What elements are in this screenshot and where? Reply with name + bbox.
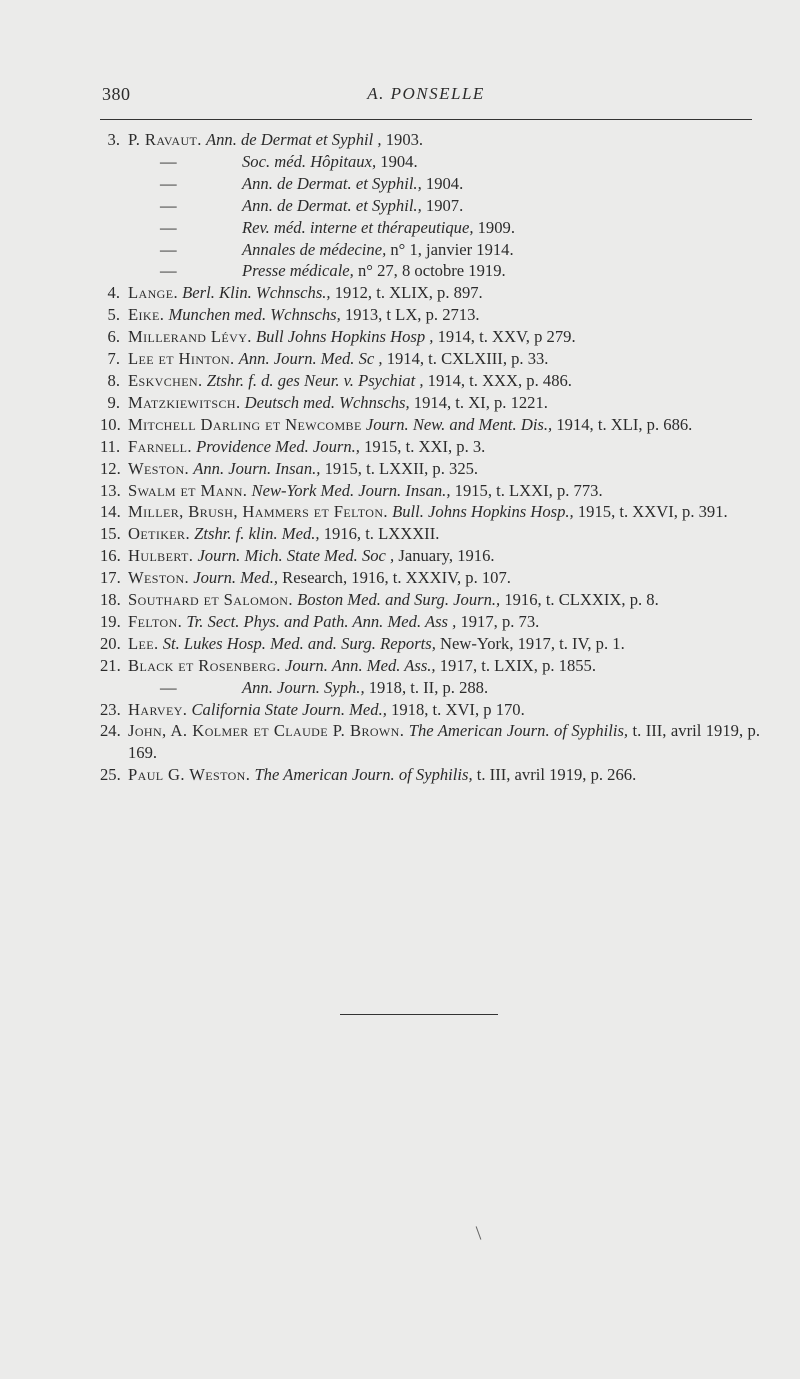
reference-entry bbox=[100, 655, 760, 677]
reference-continuation bbox=[100, 151, 760, 173]
reference-work: Ann. de Dermat. et Syphil., bbox=[242, 195, 422, 215]
ditto-dash: — bbox=[160, 677, 177, 697]
reference-number: 3. bbox=[107, 130, 120, 149]
reference-work: Boston Med. and Surg. Journ., bbox=[297, 590, 501, 610]
reference-text bbox=[120, 392, 760, 414]
running-head: A. PONSELLE bbox=[367, 84, 485, 103]
reference-continuation bbox=[100, 173, 760, 195]
reference-text bbox=[120, 764, 760, 786]
reference-entry bbox=[100, 282, 760, 304]
reference-details: 1915, t. XXVI, p. 391. bbox=[577, 502, 728, 522]
reference-author: Hulbert. bbox=[128, 546, 194, 566]
ditto-dash: — bbox=[160, 239, 177, 259]
reference-work: Journ. Med., bbox=[193, 568, 279, 588]
reference-continuation bbox=[100, 195, 760, 217]
reference-author: John, A. Kolmer et Claude P. Brown. bbox=[128, 721, 405, 741]
reference-number: 11. bbox=[100, 436, 121, 456]
reference-details: 1907. bbox=[425, 195, 464, 215]
reference-work: Presse médicale, bbox=[242, 261, 354, 281]
reference-work: Ztshr. f. d. ges Neur. v. Psychiat , bbox=[206, 370, 424, 390]
reference-entry bbox=[100, 523, 760, 545]
reference-text bbox=[120, 655, 760, 677]
reference-text bbox=[120, 436, 760, 458]
reference-details: 1915, t. LXXI, p. 773. bbox=[454, 480, 603, 500]
reference-author: P. Ravaut. bbox=[128, 130, 202, 149]
reference-details: 1914, t. XXX, p. 486. bbox=[427, 370, 572, 390]
reference-work: Ann. Journ. Insan., bbox=[193, 458, 321, 478]
reference-entry bbox=[100, 392, 760, 414]
stray-mark bbox=[476, 1226, 482, 1239]
reference-continuation bbox=[100, 677, 760, 699]
reference-number: 25. bbox=[100, 765, 121, 785]
page-number: 380 bbox=[102, 84, 131, 104]
header-rule bbox=[100, 119, 752, 120]
reference-text bbox=[120, 129, 760, 151]
reference-author: Black et Rosenberg. bbox=[128, 655, 281, 675]
reference-number: 20. bbox=[100, 633, 121, 653]
reference-details: 1914, t. XI, p. 1221. bbox=[413, 392, 548, 412]
reference-author: Miller, Brush, Hammers et Felton. bbox=[128, 502, 388, 522]
reference-work: Ann. Journ. Med. Sc , bbox=[238, 349, 383, 369]
reference-number: 24. bbox=[100, 721, 121, 741]
reference-author: Swalm et Mann. bbox=[128, 480, 248, 500]
reference-details: 1914, t. CXLXIII, p. 33. bbox=[386, 349, 549, 369]
reference-work: Berl. Klin. Wchnschs., bbox=[182, 283, 331, 303]
reference-number: 23. bbox=[100, 699, 121, 719]
ditto-dash: — bbox=[160, 173, 177, 193]
ditto-dash: — bbox=[160, 151, 177, 171]
reference-work: Rev. méd. interne et thérapeutique, bbox=[242, 217, 474, 237]
reference-entry bbox=[100, 414, 760, 436]
reference-text bbox=[120, 414, 760, 436]
ditto-dash: — bbox=[160, 261, 177, 281]
reference-work: Ann. de Dermat. et Syphil., bbox=[242, 173, 422, 193]
reference-author: Harvey. bbox=[128, 699, 188, 719]
reference-number: 15. bbox=[100, 524, 121, 544]
reference-details: 1903. bbox=[385, 130, 424, 149]
reference-continuation bbox=[100, 239, 760, 261]
reference-author: Millerand Lévy. bbox=[128, 327, 252, 347]
reference-author: Southard et Salomon. bbox=[128, 590, 293, 610]
reference-entry bbox=[100, 720, 760, 764]
reference-text bbox=[120, 589, 760, 611]
reference-work: California State Journ. Med., bbox=[191, 699, 387, 719]
reference-author: Lange. bbox=[128, 283, 179, 303]
reference-number: 7. bbox=[107, 349, 120, 369]
reference-entry bbox=[100, 501, 760, 523]
reference-work: New-York Med. Journ. Insan., bbox=[251, 480, 451, 500]
reference-work: Journ. Mich. State Med. Soc , bbox=[197, 546, 395, 566]
reference-author: Paul G. Weston. bbox=[128, 765, 251, 785]
reference-entry bbox=[100, 567, 760, 589]
reference-author: Eike. bbox=[128, 305, 165, 325]
reference-work: Bull Johns Hopkins Hosp , bbox=[256, 327, 434, 347]
reference-text bbox=[120, 699, 760, 721]
reference-details: 1912, t. XLIX, p. 897. bbox=[334, 283, 483, 303]
reference-text bbox=[120, 480, 760, 502]
reference-entry bbox=[100, 699, 760, 721]
reference-continuation bbox=[100, 217, 760, 239]
reference-details: 1904. bbox=[380, 151, 418, 171]
reference-work: St. Lukes Hosp. Med. and. Surg. Reports, bbox=[162, 633, 436, 653]
reference-entry bbox=[100, 326, 760, 348]
reference-text bbox=[120, 348, 760, 370]
reference-author: Lee. bbox=[128, 633, 159, 653]
reference-text bbox=[120, 720, 760, 764]
reference-work: Soc. méd. Hôpitaux, bbox=[242, 151, 377, 171]
reference-number: 9. bbox=[107, 392, 120, 412]
reference-number: 13. bbox=[100, 480, 121, 500]
reference-text bbox=[120, 458, 760, 480]
end-rule bbox=[340, 1014, 498, 1015]
reference-author: Felton. bbox=[128, 611, 183, 631]
reference-work: Ann. Journ. Syph., bbox=[242, 677, 365, 697]
reference-work: Journ. New. and Ment. Dis., bbox=[365, 414, 553, 434]
reference-work: Bull. Johns Hopkins Hosp., bbox=[392, 502, 574, 522]
reference-continuation bbox=[100, 260, 760, 282]
reference-text bbox=[120, 567, 760, 589]
reference-author: Mitchell Darling et Newcombe bbox=[128, 414, 362, 434]
reference-text bbox=[120, 370, 760, 392]
reference-details: 1915, t. LXXII, p. 325. bbox=[324, 458, 479, 478]
reference-entry bbox=[100, 348, 760, 370]
reference-details: n° 1, janvier 1914. bbox=[390, 239, 514, 259]
reference-work: Tr. Sect. Phys. and Path. Ann. Med. Ass , bbox=[186, 611, 457, 631]
reference-number: 19. bbox=[100, 611, 121, 631]
reference-work: Ann. de Dermat et Syphil , bbox=[205, 130, 382, 149]
reference-author: Oetiker. bbox=[128, 524, 190, 544]
reference-author: Lee et Hinton. bbox=[128, 349, 235, 369]
reference-entry bbox=[100, 458, 760, 480]
reference-details: New-York, 1917, t. IV, p. 1. bbox=[440, 633, 625, 653]
reference-details: Research, 1916, t. XXXIV, p. 107. bbox=[282, 568, 511, 588]
reference-entry bbox=[100, 304, 760, 326]
reference-details: 1916, t. CLXXIX, p. 8. bbox=[504, 590, 659, 610]
reference-entry bbox=[100, 633, 760, 655]
reference-entry bbox=[100, 545, 760, 567]
reference-text bbox=[120, 304, 760, 326]
reference-number: 17. bbox=[100, 568, 121, 588]
reference-number: 14. bbox=[100, 502, 121, 522]
reference-number: 5. bbox=[107, 305, 120, 325]
reference-entry bbox=[100, 370, 760, 392]
ditto-dash: — bbox=[160, 195, 177, 215]
reference-number: 16. bbox=[100, 546, 121, 566]
reference-work: Journ. Ann. Med. Ass., bbox=[285, 655, 436, 675]
reference-number: 21. bbox=[100, 655, 121, 675]
reference-list bbox=[100, 129, 760, 786]
reference-details: January, 1916. bbox=[398, 546, 495, 566]
reference-text bbox=[120, 501, 760, 523]
reference-details: n° 27, 8 octobre 1919. bbox=[357, 261, 506, 281]
reference-work: The American Journ. of Syphilis, bbox=[408, 721, 629, 741]
reference-work: Ztshr. f. klin. Med., bbox=[194, 524, 320, 544]
reference-number: 4. bbox=[107, 283, 120, 303]
reference-work: Deutsch med. Wchnschs, bbox=[244, 392, 410, 412]
reference-details: 1917, t. LXIX, p. 1855. bbox=[439, 655, 596, 675]
reference-text bbox=[120, 523, 760, 545]
reference-work: Munchen med. Wchnschs, bbox=[168, 305, 341, 325]
reference-author: Farnell. bbox=[128, 436, 192, 456]
page-header bbox=[100, 84, 752, 114]
reference-work: Providence Med. Journ., bbox=[196, 436, 360, 456]
reference-number: 18. bbox=[100, 590, 121, 610]
reference-author: Matzkiewitsch. bbox=[128, 392, 241, 412]
reference-number: 12. bbox=[100, 458, 121, 478]
reference-entry bbox=[100, 611, 760, 633]
reference-author: Eskvchen. bbox=[128, 370, 203, 390]
reference-author: Weston. bbox=[128, 568, 190, 588]
reference-details: t. III, avril 1919, p. 169. bbox=[128, 721, 760, 763]
reference-entry bbox=[100, 436, 760, 458]
reference-work: Annales de médecine, bbox=[242, 239, 387, 259]
reference-entry bbox=[100, 764, 760, 786]
reference-details: 1918, t. XVI, p 170. bbox=[391, 699, 525, 719]
reference-entry bbox=[100, 589, 760, 611]
reference-details: 1917, p. 73. bbox=[460, 611, 540, 631]
reference-details: 1915, t. XXI, p. 3. bbox=[364, 436, 486, 456]
reference-details: 1918, t. II, p. 288. bbox=[368, 677, 489, 697]
reference-details: 1914, t. XLI, p. 686. bbox=[556, 414, 693, 434]
reference-number: 6. bbox=[107, 327, 120, 347]
reference-text bbox=[120, 611, 760, 633]
reference-details: 1914, t. XXV, p 279. bbox=[437, 327, 576, 347]
reference-text bbox=[120, 326, 760, 348]
reference-text bbox=[120, 545, 760, 567]
reference-details: 1916, t. LXXXII. bbox=[323, 524, 440, 544]
reference-text bbox=[120, 282, 760, 304]
reference-number: 10. bbox=[100, 414, 121, 434]
reference-details: 1904. bbox=[425, 173, 464, 193]
ditto-dash: — bbox=[160, 217, 177, 237]
reference-details: t. III, avril 1919, p. 266. bbox=[476, 765, 637, 785]
reference-details: 1913, t LX, p. 2713. bbox=[344, 305, 480, 325]
reference-number: 8. bbox=[107, 370, 120, 390]
reference-work: The American Journ. of Syphilis, bbox=[254, 765, 473, 785]
reference-text bbox=[120, 633, 760, 655]
reference-author: Weston. bbox=[128, 458, 190, 478]
reference-entry bbox=[100, 129, 760, 151]
reference-entry bbox=[100, 480, 760, 502]
reference-details: 1909. bbox=[477, 217, 515, 237]
